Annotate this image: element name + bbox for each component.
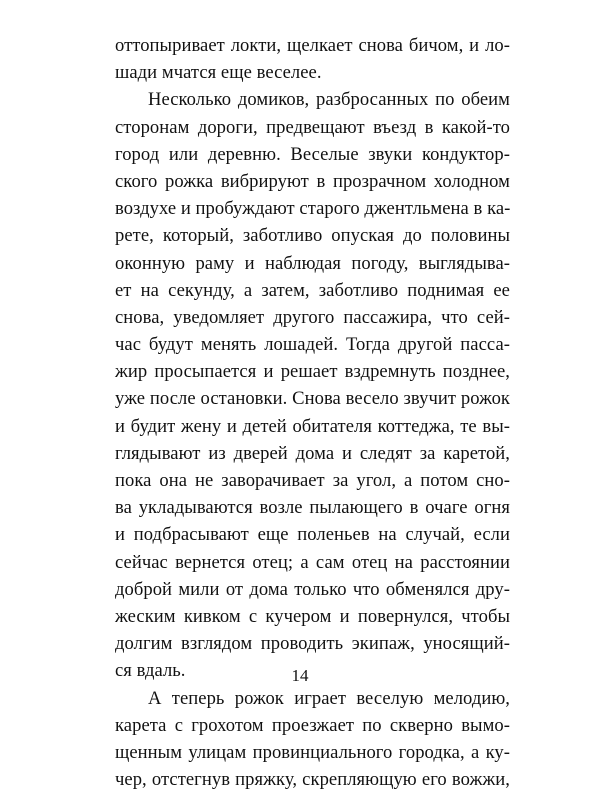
text-line: жеским кивком с кучером и повернулся, чтобы: [115, 605, 510, 627]
page-number: 14: [291, 666, 309, 685]
text-line: щенным улицам провинциального городка, а ку-: [115, 741, 510, 763]
text-line: жир просыпается и решает вздремнуть позднее,: [115, 361, 510, 383]
text-line: ва укладываются возле пылающего в очаге огня: [115, 497, 510, 519]
text-line: оконную раму и наблюдая погоду, выглядыва-: [115, 252, 510, 274]
text-line: город или деревню. Веселые звуки кондуктор-: [115, 143, 510, 165]
text-line: рете, который, заботливо опуская до половины: [115, 225, 510, 247]
text-line: ского рожка вибрируют в прозрачном холодном: [115, 170, 510, 192]
text-line: час будут менять лошадей. Тогда другой пасса-: [115, 334, 510, 356]
text-line: чер, отстегнув пряжку, скрепляющую его вожжи,: [115, 769, 510, 791]
text-line: ет на секунду, а затем, заботливо поднимая ее: [115, 279, 510, 301]
text-line: уже после остановки. Снова весело звучит рожок: [115, 388, 510, 410]
text-line: Несколько домиков, разбросанных по обеим: [148, 89, 510, 111]
text-line: А теперь рожок играет веселую мелодию,: [148, 687, 510, 709]
text-line: доброй мили от дома только что обменялся дру-: [115, 578, 510, 600]
text-line: долгим взглядом проводить экипаж, уносящий-: [115, 633, 510, 655]
text-line: сторонам дороги, предвещают въезд в какой-то: [115, 116, 510, 138]
text-line: и подбрасывают еще поленьев на случай, если: [115, 524, 510, 546]
text-line: воздухе и пробуждают старого джентльмена в ка-: [115, 198, 511, 220]
text-line: и будит жену и детей обитателя коттеджа, те вы-: [115, 415, 510, 437]
text-line: карета с грохотом проезжает по скверно вымо-: [115, 714, 510, 736]
text-line: снова, уведомляет другого пассажира, что сей-: [115, 306, 510, 328]
text-line: ся вдаль.: [115, 660, 186, 682]
text-line: глядывают из дверей дома и следят за каретой,: [115, 442, 510, 464]
text-line: шади мчатся еще веселее.: [115, 62, 322, 84]
text-line: пока она не заворачивает за угол, а потом сно-: [115, 470, 510, 491]
text-line: оттопыривает локти, щелкает снова бичом, и ло-: [115, 35, 510, 56]
text-line: сейчас вернется отец; а сам отец на расстоянии: [115, 551, 510, 573]
